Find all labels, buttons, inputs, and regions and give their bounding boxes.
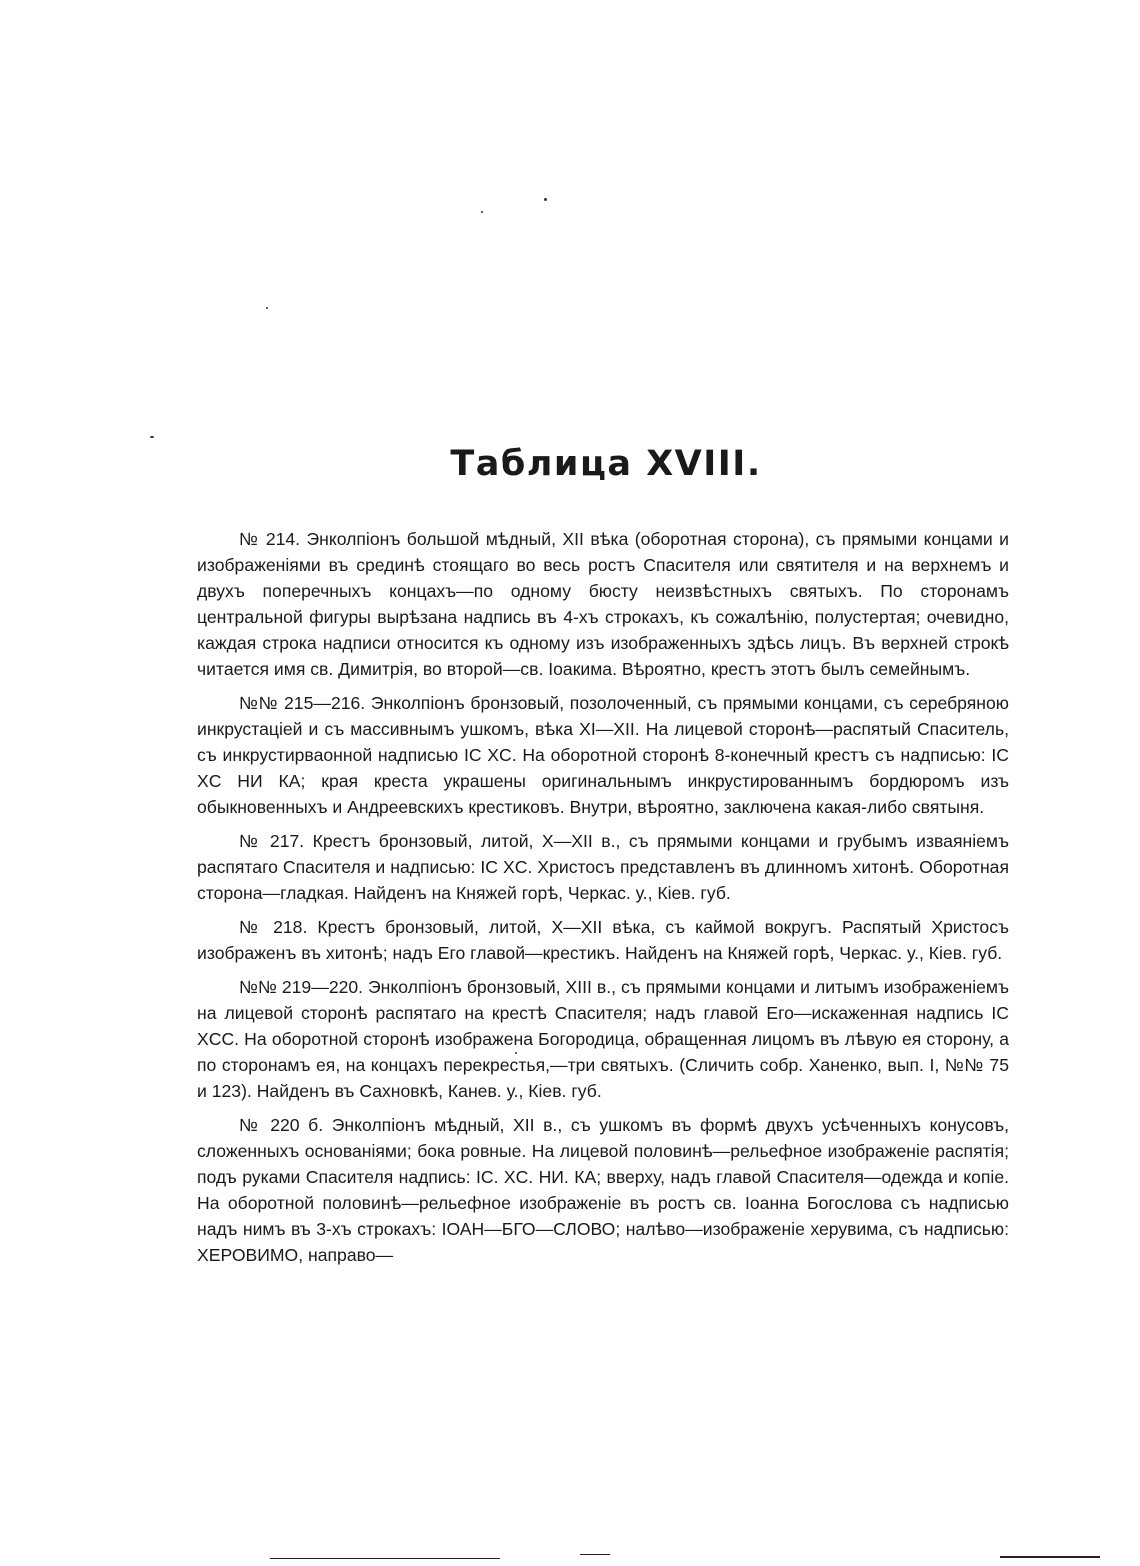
scan-speck — [515, 1052, 517, 1054]
scan-speck — [266, 307, 268, 309]
page-title: Таблица XVIII. — [450, 444, 762, 484]
scan-edge-line — [270, 1558, 500, 1559]
entry-219-220: №№ 219—220. Энколпіонъ бронзовый, XIII в., съ прямыми концами и литымъ изображеніемъ на лицевой сторонѣ распятаго на крестѣ Спасителя; надъ главой Его—искаженная надпись IC XCC. На оборотной сторонѣ изображена Богородица, обращенная лицомъ въ лѣвую ея сторону, а по сторонамъ ея, на концахъ перекрестья,—три святыхъ. (Сличить собр. Ханенко, вып. I, №№ 75 и 123). Найденъ въ Сахновкѣ, Канев. у., Кіев. губ. — [197, 977, 1009, 1101]
scan-speck — [544, 198, 547, 201]
entry-220b: № 220 б. Энколпіонъ мѣдный, XII в., съ ушкомъ въ формѣ двухъ усѣченныхъ конусовъ, сложенныхъ основаніями; бока ровные. На лицевой половинѣ—рельефное изображеніе распятія; подъ руками Спасителя надпись: IC. XC. НИ. КА; вверху, надъ главой Спасителя—одежда и копіе. На оборотной половинѣ—рельефное изображеніе въ ростъ св. Іоанна Богослова съ надписью надъ нимъ въ 3-хъ строкахъ: ІОАН—БГО—СЛОВО; налѣво—изображеніе херувима, съ надписью: ХЕРОВИМО, направо— — [197, 1115, 1009, 1265]
entry-217: № 217. Крестъ бронзовый, литой, X—XII в., съ прямыми концами и грубымъ изваяніемъ распятаго Спасителя и надписью: IC XC. Христосъ представленъ въ длинномъ хитонѣ. Оборотная сторона—гладкая. Найденъ на Княжей горѣ, Черкас. у., Кіев. губ. — [197, 831, 1009, 903]
scan-speck — [150, 436, 154, 438]
scan-speck — [481, 211, 483, 213]
entry-214: № 214. Энколпіонъ большой мѣдный, XII вѣка (оборотная сторона), съ прямыми концами и изображеніями въ срединѣ стоящаго во весь ростъ Спасителя или святителя и на верхнемъ и двухъ поперечныхъ концахъ—по одному бюсту неизвѣстныхъ святыхъ. По сторонамъ центральной фигуры вырѣзана надпись въ 4-хъ строкахъ, къ сожалѣнію, полустертая; очевидно, каждая строка надписи относится къ одному изъ изображенныхъ здѣсь лицъ. Въ верхней строкѣ читается имя св. Димитрія, во второй—св. Іоакима. Вѣроятно, крестъ этотъ былъ семейнымъ. — [197, 529, 1009, 679]
scan-edge-line — [580, 1554, 610, 1555]
entry-218: № 218. Крестъ бронзовый, литой, X—XII вѣка, съ каймой вокругъ. Распятый Христосъ изображенъ въ хитонѣ; надъ Его главой—крестикъ. Найденъ на Княжей горѣ, Черкас. у., Кіев. губ. — [197, 917, 1009, 963]
entry-215-216: №№ 215—216. Энколпіонъ бронзовый, позолоченный, съ прямыми концами, съ серебряною инкрустаціей и съ массивнымъ ушкомъ, вѣка XI—XII. На лицевой сторонѣ—распятый Спаситель, съ инкрустирваонной надписью IC XC. На оборотной сторонѣ 8-конечный крестъ съ надписью: IC XC НИ КА; края креста украшены оригинальнымъ инкрустированнымъ бордюромъ изъ обыкновенныхъ и Андреевскихъ крестиковъ. Внутри, вѣроятно, заключена какая-либо святыня. — [197, 693, 1009, 817]
scan-edge-line — [1000, 1556, 1100, 1558]
catalog-entries — [197, 526, 1009, 1276]
